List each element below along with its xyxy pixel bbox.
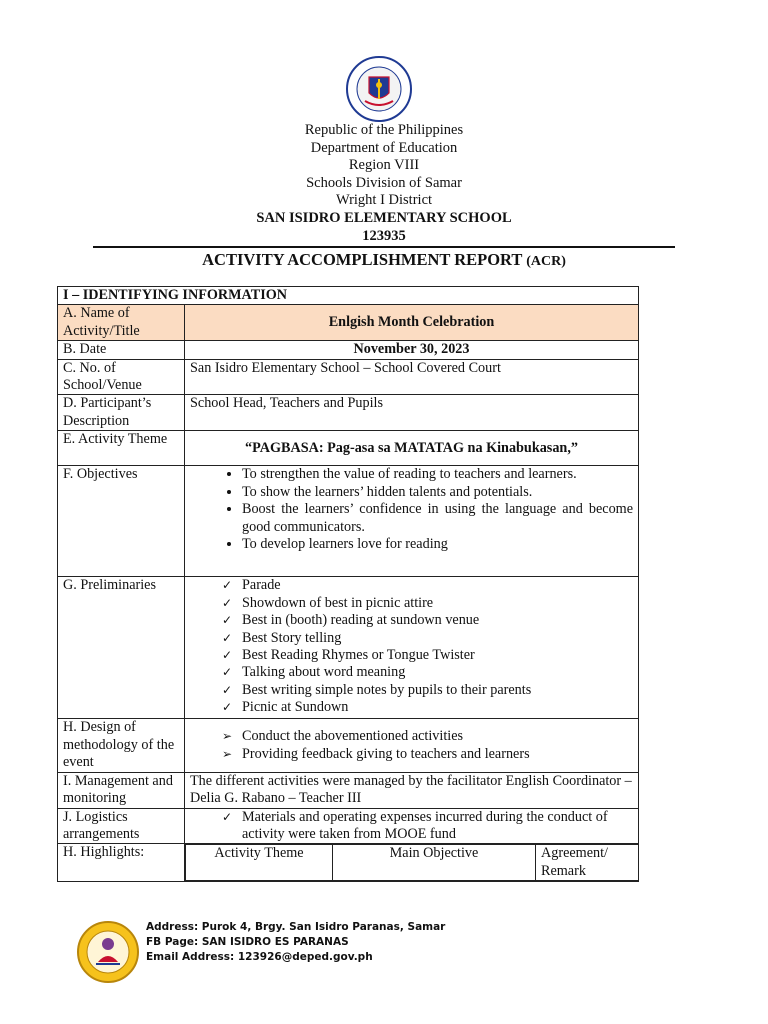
header-line-republic: Republic of the Philippines xyxy=(304,122,464,138)
participants-label: D. Participant’s Description xyxy=(58,395,185,431)
section-heading: I – IDENTIFYING INFORMATION xyxy=(58,287,639,305)
activity-value: Enlgish Month Celebration xyxy=(185,305,639,341)
venue-label: C. No. of School/Venue xyxy=(58,359,185,395)
theme-label: E. Activity Theme xyxy=(58,431,185,466)
highlights-cell xyxy=(185,844,639,882)
highlights-column-activity-theme: Activity Theme xyxy=(186,845,333,881)
design-cell xyxy=(185,719,639,772)
preliminaries-list xyxy=(190,577,633,716)
letterhead xyxy=(0,122,768,245)
highlights-column-main-objective: Main Objective xyxy=(333,845,536,881)
objective-item: • To show the learners’ hidden talents and potentials. xyxy=(242,484,633,501)
header-line-region: Region VIII xyxy=(348,157,420,174)
deped-seal-logo xyxy=(345,55,413,123)
design-item: ➢ Conduct the abovementioned activities xyxy=(242,728,633,745)
highlights-subtable xyxy=(185,844,638,881)
date-label: B. Date xyxy=(58,341,185,359)
preliminary-item: ✓ Best writing simple notes by pupils to their parents xyxy=(242,682,633,699)
school-id: 123935 xyxy=(362,227,406,244)
logistics-cell xyxy=(185,808,639,844)
logistics-label: J. Logistics arrangements xyxy=(58,808,185,844)
logistics-item: ✓ Materials and operating expenses incurred during the conduct of activity were taken from MOOE fund xyxy=(242,809,633,844)
design-list xyxy=(190,728,633,763)
school-logo xyxy=(76,920,140,984)
objective-item: • To develop learners love for reading xyxy=(242,536,633,553)
preliminaries-cell xyxy=(185,577,639,719)
footer-address: Address: Purok 4, Brgy. San Isidro Paranas, Samar xyxy=(146,921,446,933)
preliminary-item: ✓ Best in (booth) reading at sundown venue xyxy=(242,612,633,629)
report-title-abbr: (ACR) xyxy=(526,254,566,269)
objectives-cell xyxy=(185,466,639,577)
footer-contact xyxy=(146,920,445,965)
preliminary-item: ✓ Talking about word meaning xyxy=(242,664,633,681)
activity-label: A. Name of Activity/Title xyxy=(58,305,185,341)
header-line-division: Schools Division of Samar xyxy=(306,174,462,191)
management-value: The different activities were managed by the facilitator English Coordinator – Delia G. Rabano – Teacher III xyxy=(185,772,639,808)
objectives-list xyxy=(190,466,633,553)
preliminaries-label: G. Preliminaries xyxy=(58,577,185,719)
identifying-information-table xyxy=(57,286,639,882)
report-title-text: ACTIVITY ACCOMPLISHMENT REPORT xyxy=(202,250,523,269)
objectives-label: F. Objectives xyxy=(58,466,185,577)
venue-value: San Isidro Elementary School – School Covered Court xyxy=(185,359,639,395)
design-label: H. Design of methodology of the event xyxy=(58,719,185,772)
header-divider xyxy=(93,246,675,248)
footer-email: Email Address: 123926@deped.gov.ph xyxy=(146,951,373,963)
school-name: SAN ISIDRO ELEMENTARY SCHOOL xyxy=(256,209,512,226)
preliminary-item: ✓ Showdown of best in picnic attire xyxy=(242,595,633,612)
footer-fb-page: FB Page: SAN ISIDRO ES PARANAS xyxy=(146,936,349,948)
design-item: ➢ Providing feedback giving to teachers and learners xyxy=(242,746,633,763)
participants-value: School Head, Teachers and Pupils xyxy=(185,395,639,431)
objective-item: • Boost the learners’ confidence in using the language and become good communicators. xyxy=(242,501,633,536)
management-label: I. Management and monitoring xyxy=(58,772,185,808)
preliminary-item: ✓ Best Reading Rhymes or Tongue Twister xyxy=(242,647,633,664)
logistics-list xyxy=(190,809,633,844)
preliminary-item: ✓ Best Story telling xyxy=(242,630,633,647)
report-title xyxy=(0,250,768,270)
preliminary-item: ✓ Picnic at Sundown xyxy=(242,699,633,716)
theme-value: “PAGBASA: Pag-asa sa MATATAG na Kinabukasan,” xyxy=(185,431,639,466)
date-value: November 30, 2023 xyxy=(185,341,639,359)
highlights-label: H. Highlights: xyxy=(58,844,185,882)
preliminary-item: ✓ Parade xyxy=(242,577,633,594)
objective-item: • To strengthen the value of reading to teachers and learners. xyxy=(242,466,633,483)
header-line-district: Wright I District xyxy=(335,192,433,209)
highlights-column-agreement-remark: Agreement/ Remark xyxy=(536,845,639,881)
header-line-department: Department of Education xyxy=(310,139,458,156)
